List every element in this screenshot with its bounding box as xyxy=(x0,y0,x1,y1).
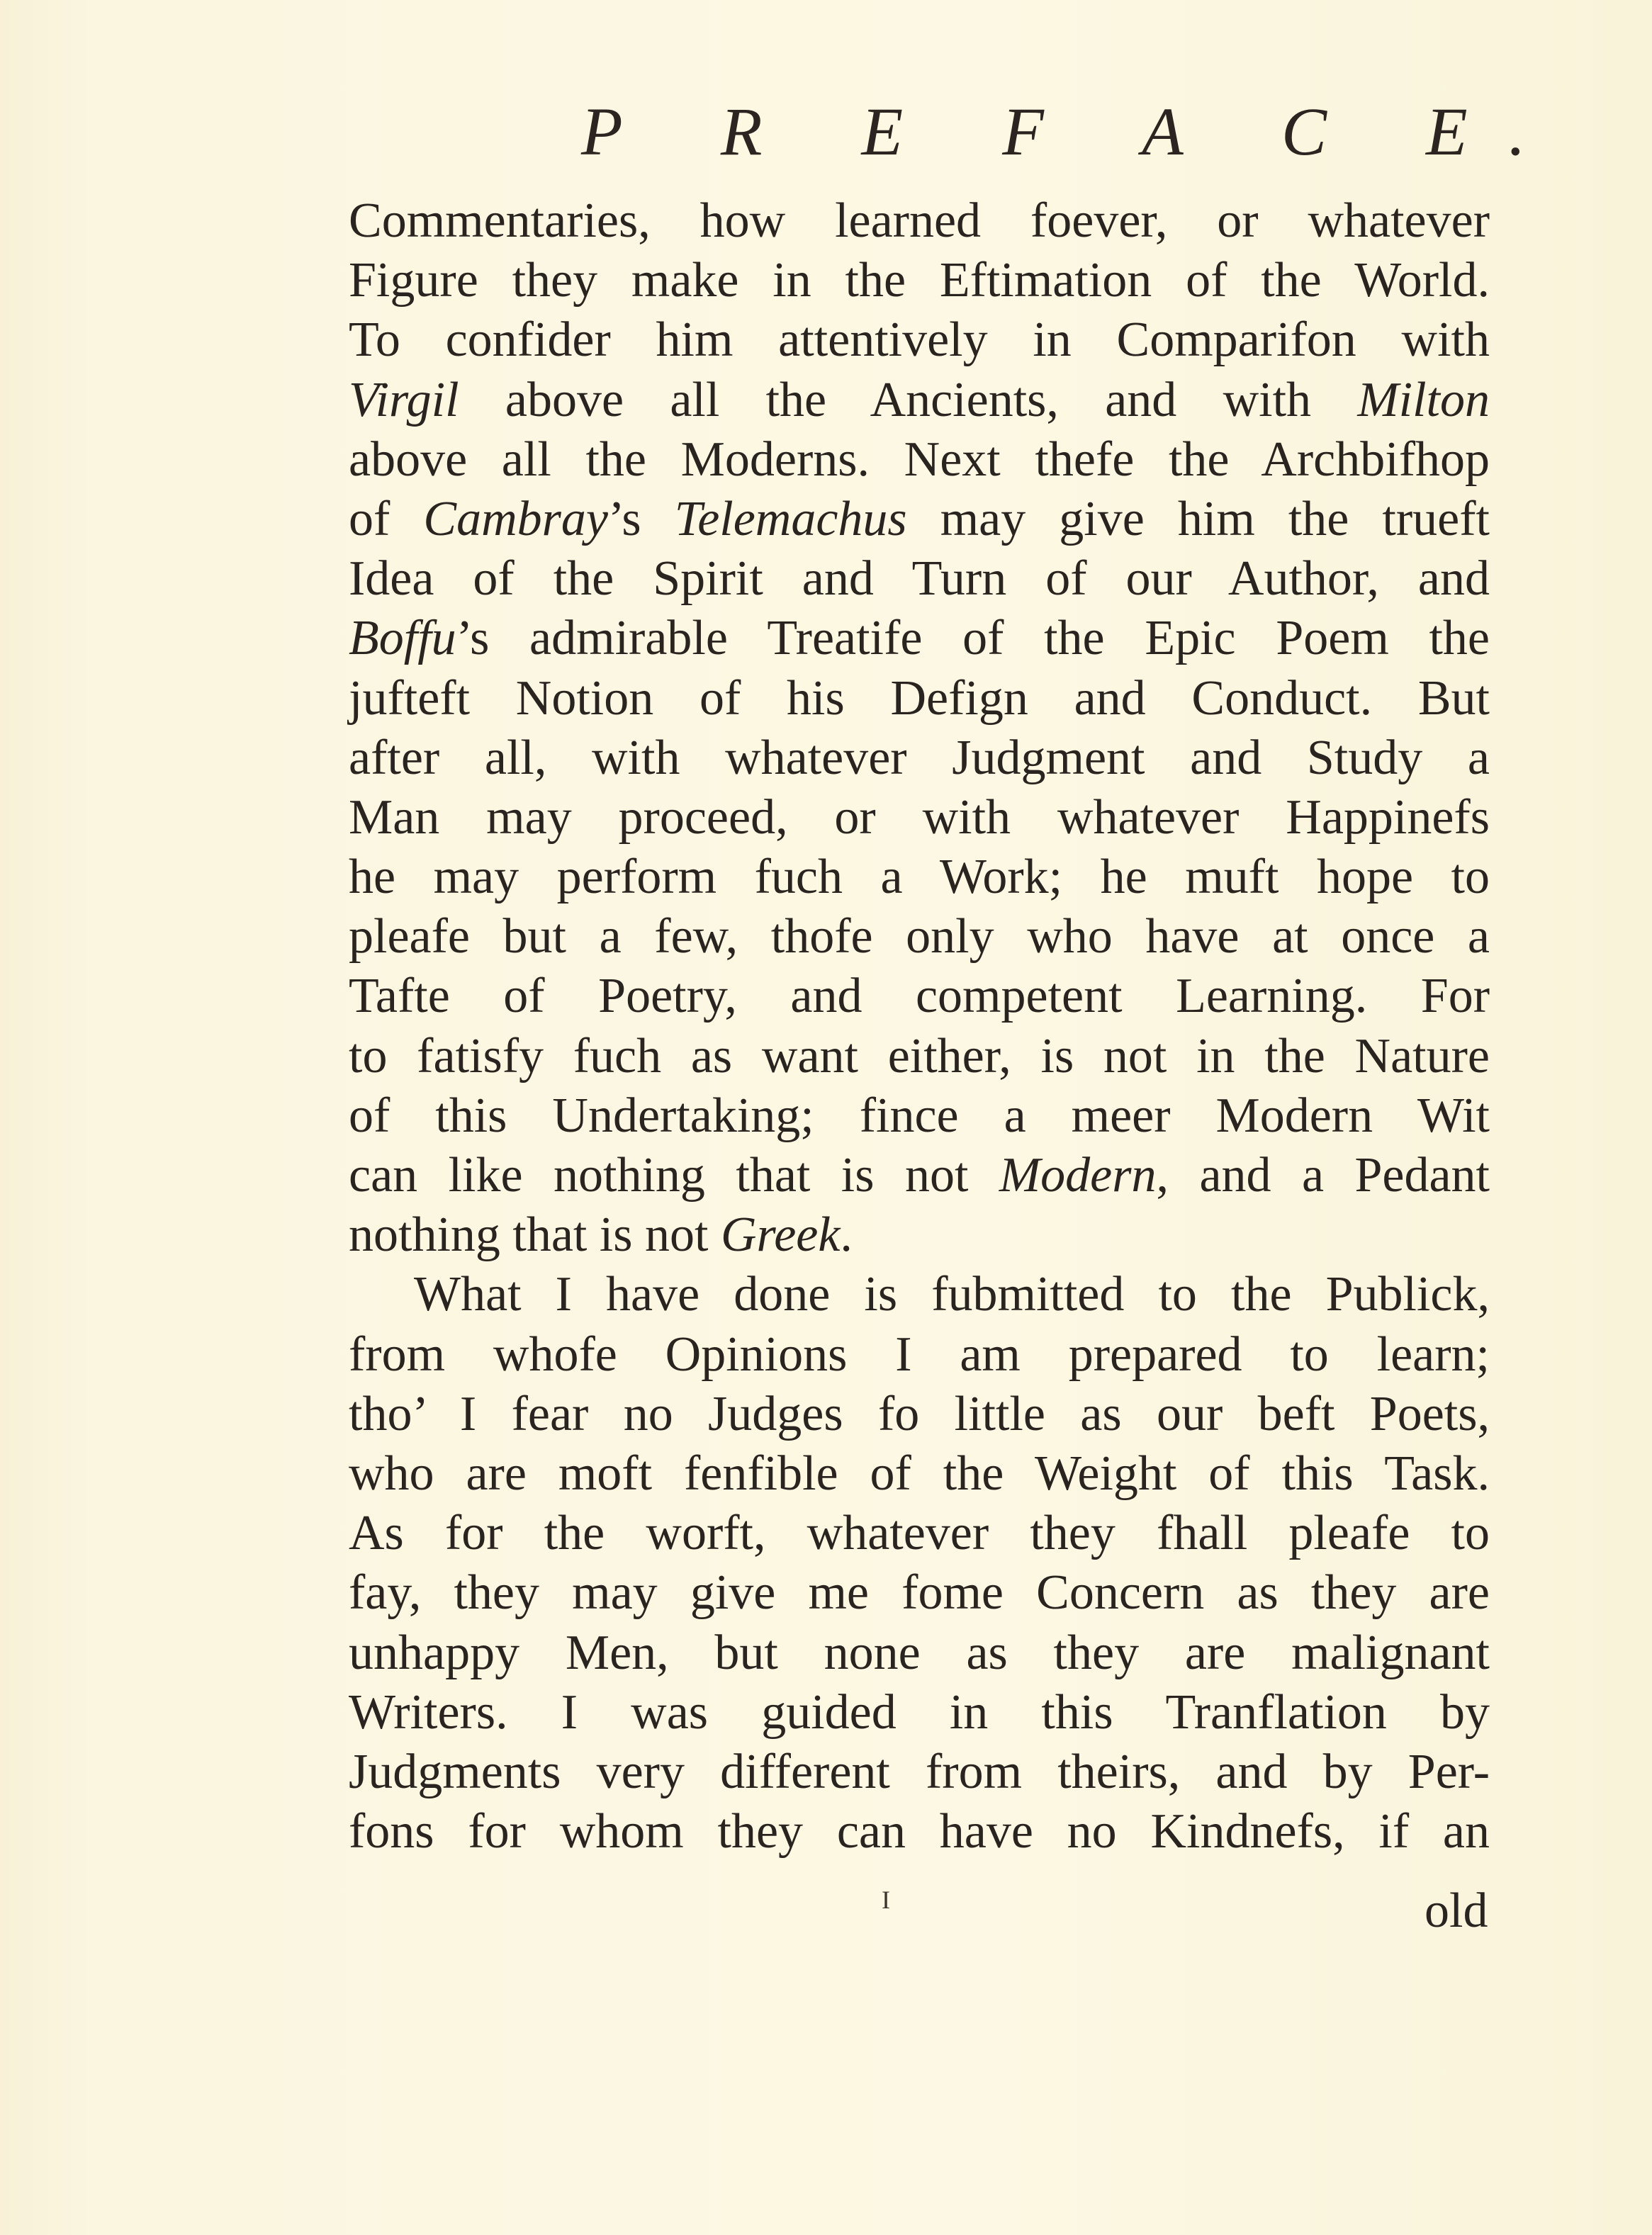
text-run: of xyxy=(349,491,424,546)
text-run: Judgments very different from theirs, and by Per- xyxy=(349,1744,1490,1799)
text-line xyxy=(349,669,1490,728)
text-line xyxy=(349,490,1490,549)
italic-text: Modern xyxy=(999,1148,1157,1203)
text-run: to fatisfy fuch as want either, is not in the Nature xyxy=(349,1028,1490,1083)
text-line xyxy=(349,788,1490,848)
text-line xyxy=(349,1265,1490,1324)
text-line xyxy=(349,430,1490,490)
text-line xyxy=(349,1683,1490,1743)
text-line xyxy=(349,1802,1490,1862)
text-line xyxy=(349,1146,1490,1205)
signature-mark: I xyxy=(882,1886,890,1914)
text-line xyxy=(349,1385,1490,1444)
text-run: nothing that is not xyxy=(349,1207,721,1263)
text-run: fons for whom they can have no Kindnefs, if an xyxy=(349,1804,1490,1859)
text-run: ’s xyxy=(607,491,675,546)
text-line xyxy=(349,907,1490,967)
text-run: Idea of the Spirit and Turn of our Author, and xyxy=(349,551,1490,607)
text-line xyxy=(349,848,1490,907)
italic-text: Milton xyxy=(1357,372,1490,427)
text-line xyxy=(349,609,1490,668)
italic-text: Virgil xyxy=(349,372,459,427)
text-run: Figure they make in the Eftimation of the World. xyxy=(349,253,1490,308)
text-run: may give him the trueft xyxy=(906,491,1490,546)
text-run: above all the Moderns. Next thefe the Archbifhop xyxy=(349,432,1490,487)
catchword: old xyxy=(1425,1884,1488,1938)
text-run: Writers. I was guided in this Tranflation by xyxy=(349,1684,1490,1740)
text-line xyxy=(349,1444,1490,1504)
italic-text: Cambray xyxy=(423,491,608,546)
text-line xyxy=(349,1623,1490,1683)
text-line xyxy=(349,1325,1490,1385)
text-run: unhappy Men, but none as they are malignant xyxy=(349,1625,1490,1680)
text-line xyxy=(349,371,1490,430)
text-run: who are moft fenfible of the Weight of this Task. xyxy=(349,1446,1490,1501)
text-run: tho’ I fear no Judges fo little as our beft Poets, xyxy=(349,1386,1490,1441)
text-run: , and a Pedant xyxy=(1156,1148,1490,1203)
text-run: Man may proceed, or with whatever Happinefs xyxy=(349,789,1490,845)
text-run: after all, with whatever Judgment and Study a xyxy=(349,730,1490,785)
text-line xyxy=(349,191,1490,251)
text-run: he may perform fuch a Work; he muft hope to xyxy=(349,850,1490,905)
text-run: of this Undertaking; fince a meer Modern Wit xyxy=(349,1088,1490,1143)
text-run: As for the worft, whatever they fhall pleafe to xyxy=(349,1506,1490,1561)
text-line xyxy=(349,251,1490,310)
text-line xyxy=(349,1086,1490,1146)
text-line xyxy=(349,967,1490,1026)
text-run: What I have done is fubmitted to the Publick, xyxy=(414,1267,1490,1322)
text-run: Tafte of Poetry, and competent Learning. For xyxy=(349,969,1490,1024)
running-head: P R E F A C E. xyxy=(581,94,1567,169)
italic-text: Telemachus xyxy=(674,491,907,546)
text-line xyxy=(349,728,1490,788)
text-line xyxy=(349,549,1490,609)
text-line xyxy=(349,1563,1490,1623)
text-run: pleafe but a few, thofe only who have at once a xyxy=(349,909,1490,964)
text-run: Commentaries, how learned foever, or whatever xyxy=(349,193,1490,248)
text-run: can like nothing that is not xyxy=(349,1148,999,1203)
text-line xyxy=(349,1743,1490,1802)
text-run: fay, they may give me fome Concern as they are xyxy=(349,1565,1490,1621)
text-line xyxy=(349,310,1490,370)
body-text xyxy=(349,191,1490,1862)
text-run: . xyxy=(840,1207,853,1263)
text-run: To confider him attentively in Comparifon with xyxy=(349,313,1490,368)
text-line xyxy=(349,1027,1490,1086)
text-run: ’s admirable Treatife of the Epic Poem the xyxy=(456,611,1490,666)
text-run: jufteft Notion of his Defign and Conduct. But xyxy=(349,670,1490,726)
text-run: from whofe Opinions I am prepared to learn; xyxy=(349,1327,1490,1382)
italic-text: Boffu xyxy=(349,611,456,666)
italic-text: Greek xyxy=(721,1207,841,1263)
text-run: above all the Ancients, and with xyxy=(459,372,1358,427)
text-line xyxy=(349,1504,1490,1563)
text-line xyxy=(349,1205,1490,1265)
